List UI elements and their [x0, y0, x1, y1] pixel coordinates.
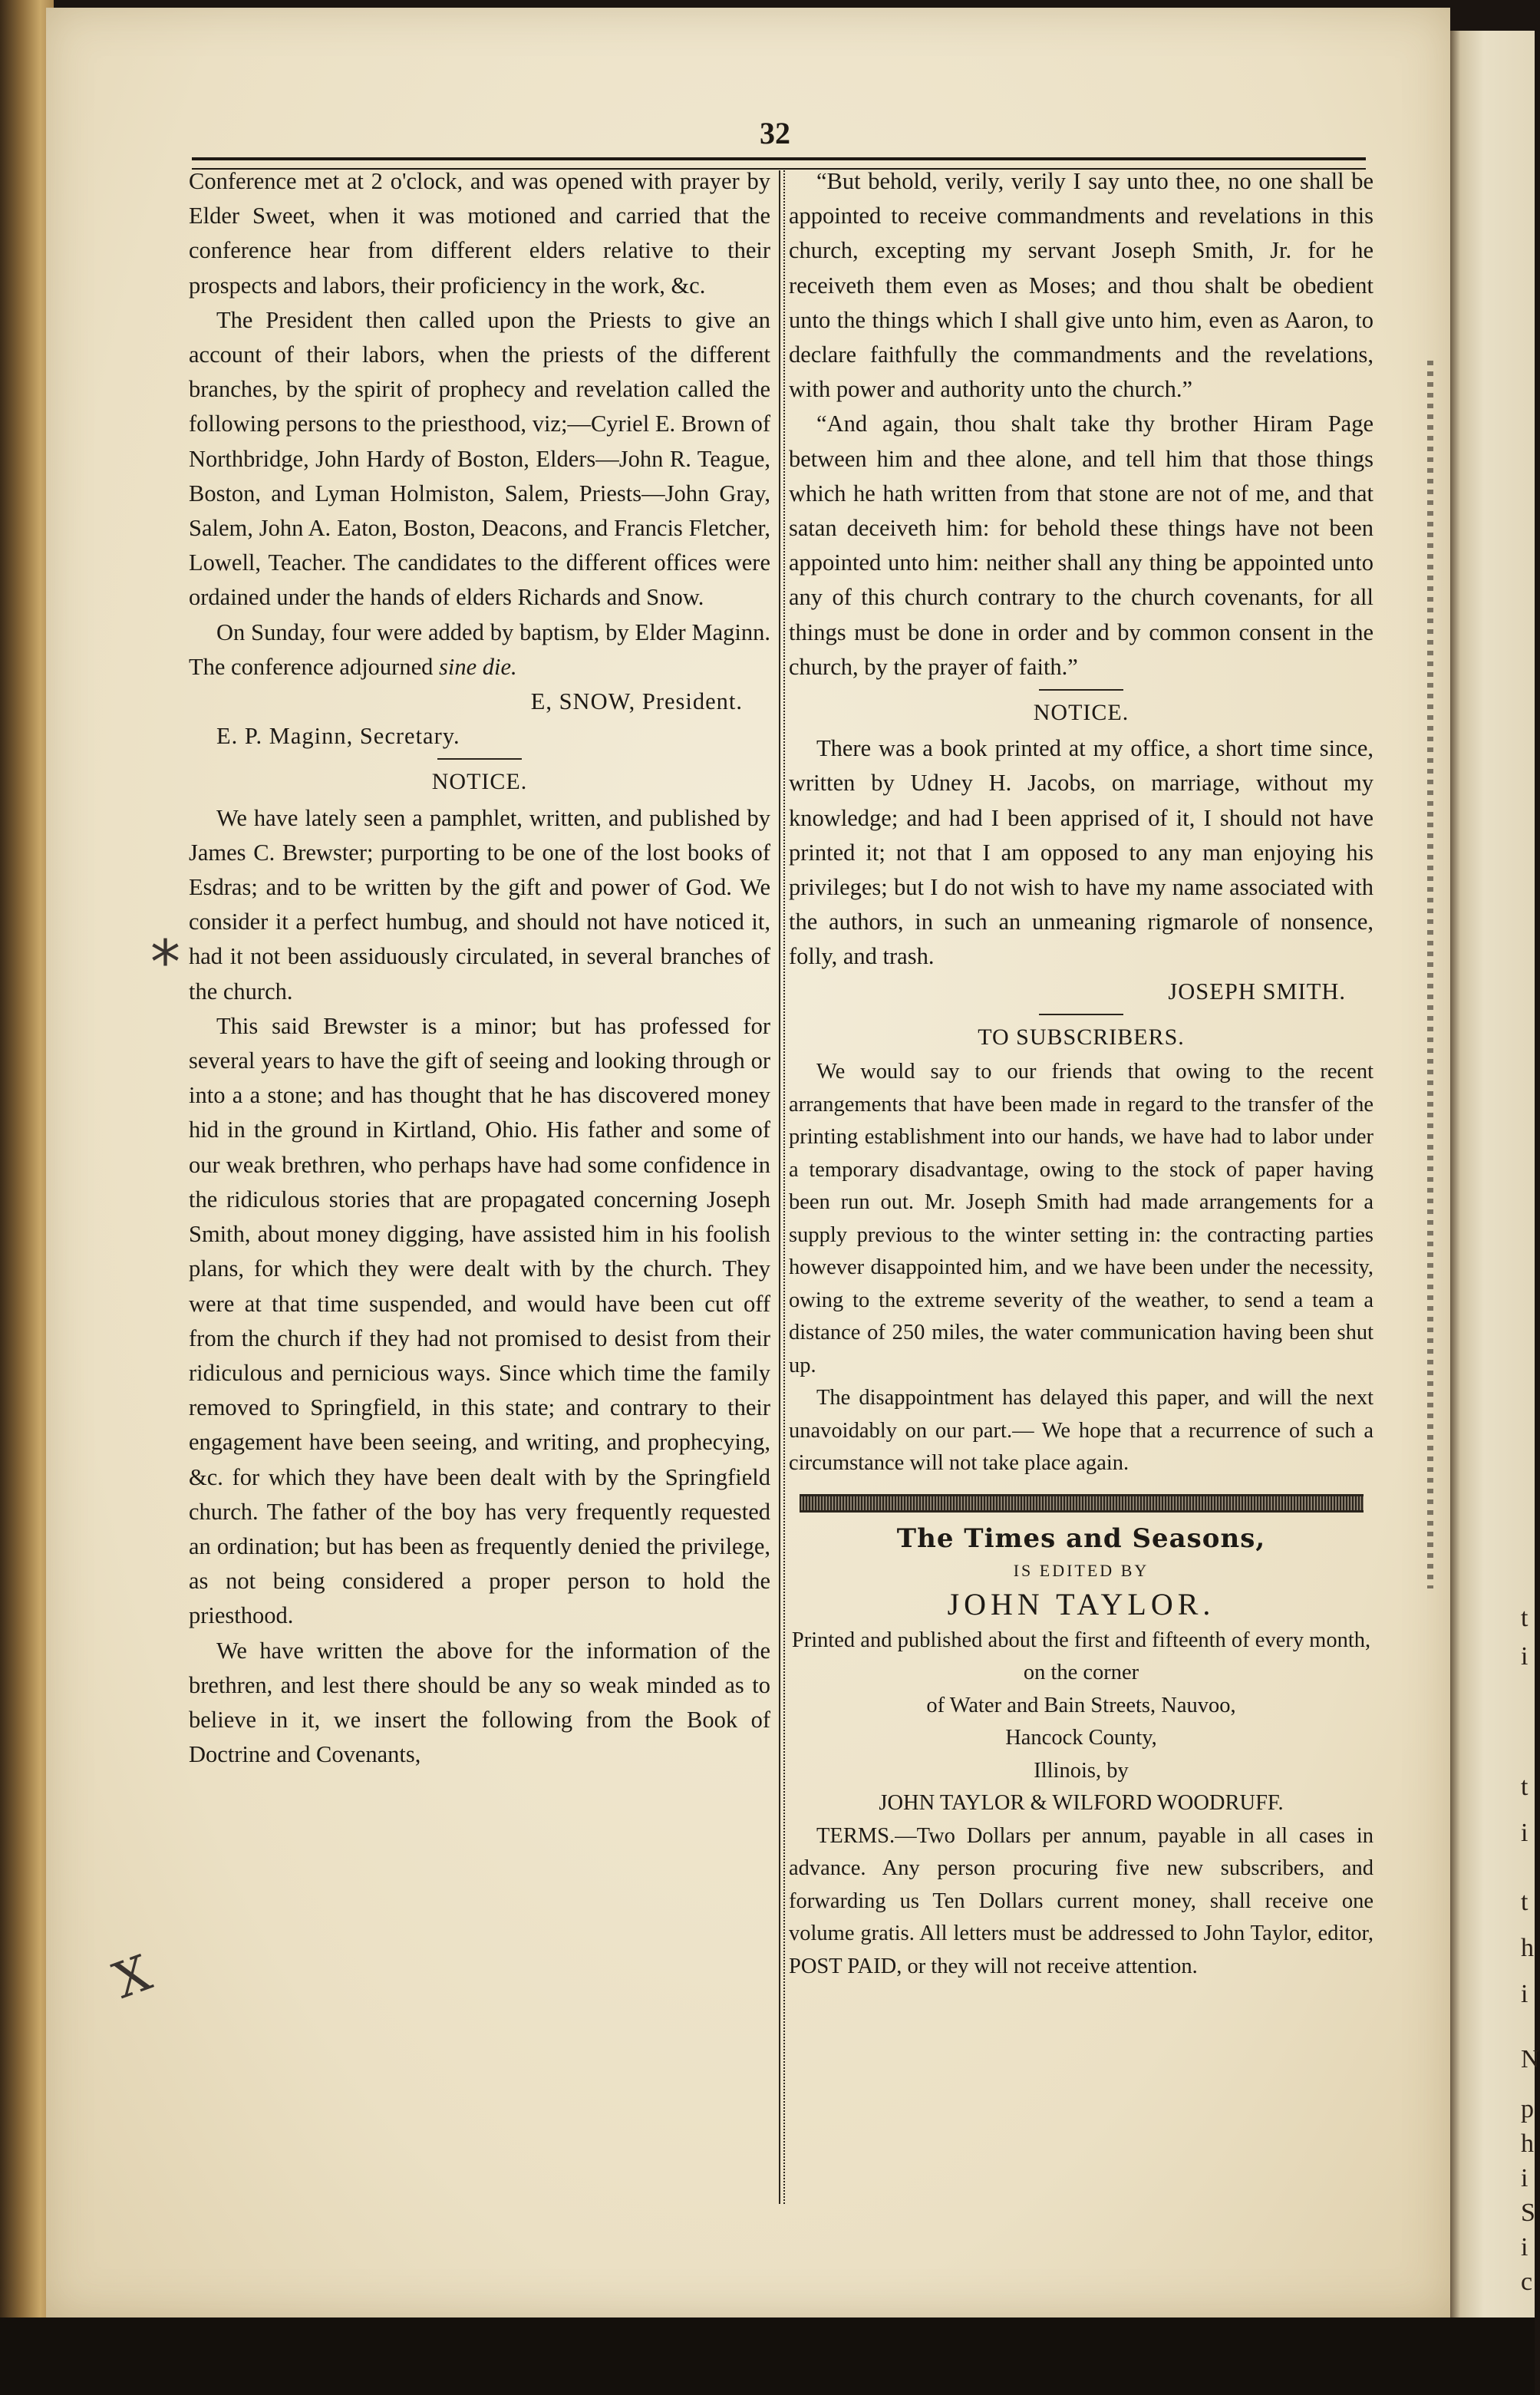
adjacent-page-edge: [1450, 31, 1540, 2325]
notice-heading: NOTICE.: [431, 769, 528, 795]
printers-line: JOHN TAYLOR & WILFORD WOODRUFF.: [879, 1791, 1284, 1816]
edge-letter: i: [1521, 1980, 1528, 2008]
joseph-smith-signature: JOSEPH SMITH.: [1168, 978, 1346, 1005]
page-number: 32: [760, 116, 790, 150]
edge-letter: h: [1521, 1934, 1534, 1962]
section-rule: [1039, 689, 1123, 691]
printed-line-3: Hancock County,: [1005, 1726, 1157, 1750]
priesthood-paragraph: The President then called upon the Priests to give an account of their labors, when the priests of the different branches, by the spirit of prophecy and revelation called the following persons to the priesthood, viz;—Cyriel E. Brown of Northbridge, John Hardy of Boston, Elders—John R. Teague, Boston, and Lyman Holmiston, Salem, Priests—John Gray, Salem, John A. Eaton, Boston, Deacons, and Francis Fletcher, Lowell, Teacher. The candidates to the different offices were ordained under the hands of elders Richards and Snow.: [189, 306, 770, 611]
baptism-paragraph: [189, 615, 770, 685]
edge-letter: i: [1521, 2233, 1528, 2261]
cross-margin-mark: X: [106, 1945, 159, 2011]
edge-letter: i: [1521, 1642, 1528, 1671]
page-edge-stitching: [1427, 361, 1433, 1588]
masthead-title: The Times and Seasons,: [896, 1522, 1266, 1554]
edited-by-label: IS EDITED BY: [1013, 1560, 1149, 1580]
section-rule: [437, 758, 522, 760]
printed-line-2: of Water and Bain Streets, Nauvoo,: [926, 1693, 1236, 1717]
right-column: [789, 164, 1373, 1983]
edge-letter: t: [1521, 1604, 1528, 1632]
edge-letter: S: [1521, 2199, 1535, 2227]
scripture-quote-2: “And again, thou shalt take thy brother Hiram Page between him and thee alone, and tell him that those things which he hath written from that stone are not of me, and that satan deceiveth him: for behold these things have not been appointed unto him: neither shall any thing be appointed unto any of this church contrary to the church covenants, for all things must be done in order and by common consent in the church, by the prayer of faith.”: [789, 411, 1373, 680]
scripture-quote-1: “But behold, verily, verily I say unto thee, no one shall be appointed to receive commandments and revelations in this church, excepting my servant Joseph Smith, Jr. for he receiveth them even as Moses; and thou shalt be obedient unto the things which I shall give unto him, even as Aaron, to declare faithfully the commandments and the revelations, with power and authority unto the church.”: [789, 168, 1373, 403]
brewster-notice-paragraph: We have lately seen a pamphlet, written, and published by James C. Brewster; purporting to be one of the lost books of Esdras; and to be written by the gift and power of God. We consider it a perfect humbug, and should not have noticed it, had it not been assiduously circulated, in several branches of the church.: [189, 804, 770, 1005]
sine-die-text: sine die.: [439, 653, 517, 680]
subscribers-paragraph-1: We would say to our friends that owing to the recent arrangements that have been made in regard to the transfer of the printing establishment into our hands, we have had to labor under a temporary disadvantage, owing to the stock of paper having been run out. Mr. Joseph Smith had made arrangements for a supply previous to the winter setting in: the contracting parties however disappointed him, and we have been under the necessity, owing to the extreme severity of the weather, to send a team a distance of 250 miles, the water communication having been shut up.: [789, 1060, 1373, 1377]
printed-line-4: Illinois, by: [1034, 1758, 1129, 1783]
edge-letter: t: [1521, 1773, 1528, 1801]
edge-letter: h: [1521, 2129, 1534, 2158]
doctrine-intro-paragraph: We have written the above for the information of the brethren, and lest there should be any so weak minded as to believe in it, we insert the following from the Book of Doctrine and Covenants,: [189, 1637, 770, 1768]
edge-letter: c: [1521, 2268, 1533, 2296]
edge-letter: t: [1521, 1888, 1528, 1916]
notice-heading-2: NOTICE.: [1033, 700, 1129, 726]
edge-letter: N: [1521, 2045, 1540, 2073]
scan-background: [0, 2317, 1535, 2395]
conference-paragraph: Conference met at 2 o'clock, and was opened with prayer by Elder Sweet, when it was motioned and carried that the conference hear from different elders relative to their prospects and labors, their proficiency in the work, &c.: [189, 168, 770, 299]
printed-line-1: Printed and published about the first and fifteenth of every month, on the corner: [791, 1628, 1371, 1685]
baptism-text: On Sunday, four were added by baptism, by Elder Maginn. The conference adjourned: [189, 619, 770, 680]
masthead-rule: [800, 1494, 1364, 1513]
jacobs-notice-paragraph: There was a book printed at my office, a short time since, written by Udney H. Jacobs, on marriage, without my knowledge; and had I been apprised of it, I should not have printed it; not that I am opposed to any man enjoying his privileges; but I do not wish to have my name associated with the authors, in such an unmeaning rigmarole of nonsence, folly, and trash.: [789, 735, 1373, 970]
section-rule: [1039, 1014, 1123, 1015]
edge-letter: i: [1521, 1819, 1528, 1847]
edge-letter: i: [1521, 2164, 1528, 2192]
left-column: [189, 164, 770, 1772]
brewster-history-paragraph: This said Brewster is a minor; but has professed for several years to have the gift of seeing and looking through or into a a stone; and has thought that he has discovered money hid in the ground in Kirtland, Ohio. His father and some of our weak brethren, who perhaps have had some confidence in the ridiculous stories that are propagated concerning Joseph Smith, about money digging, have assisted him in his foolish plans, for which they were dealt with by the church. They were at that time suspended, and would have been cut off from the church if they had not promised to desist from their ridiculous and pernicious ways. Since which time the family removed to Springfield, in this state; and contrary to their engagement have been seeing, and writing, and prophecying, &c. for which they have been dealt with by the Springfield church. The father of the boy has very frequently requested an ordination; but has been as frequently denied the privilege, as not being considered a proper person to hold the priesthood.: [189, 1012, 770, 1629]
column-divider: [779, 170, 785, 2204]
president-signature: E, SNOW, President.: [530, 688, 743, 715]
edge-letter: p: [1521, 2095, 1534, 2123]
secretary-signature: E. P. Maginn, Secretary.: [216, 723, 460, 750]
subscribers-paragraph-2: The disappointment has delayed this paper, and will the next unavoidably on our part.— We hope that a recurrence of such a circumstance will not take place again.: [789, 1386, 1373, 1476]
terms-paragraph: TERMS.—Two Dollars per annum, payable in all cases in advance. Any person procuring five new subscribers, and forwarding us Ten Dollars current money, shall receive one volume gratis. All letters must be addressed to John Taylor, editor, POST PAID, or they will not receive attention.: [789, 1823, 1373, 1978]
asterisk-margin-mark: *: [150, 929, 180, 998]
subscribers-heading: TO SUBSCRIBERS.: [978, 1024, 1185, 1050]
editor-name: JOHN TAYLOR.: [947, 1586, 1215, 1621]
